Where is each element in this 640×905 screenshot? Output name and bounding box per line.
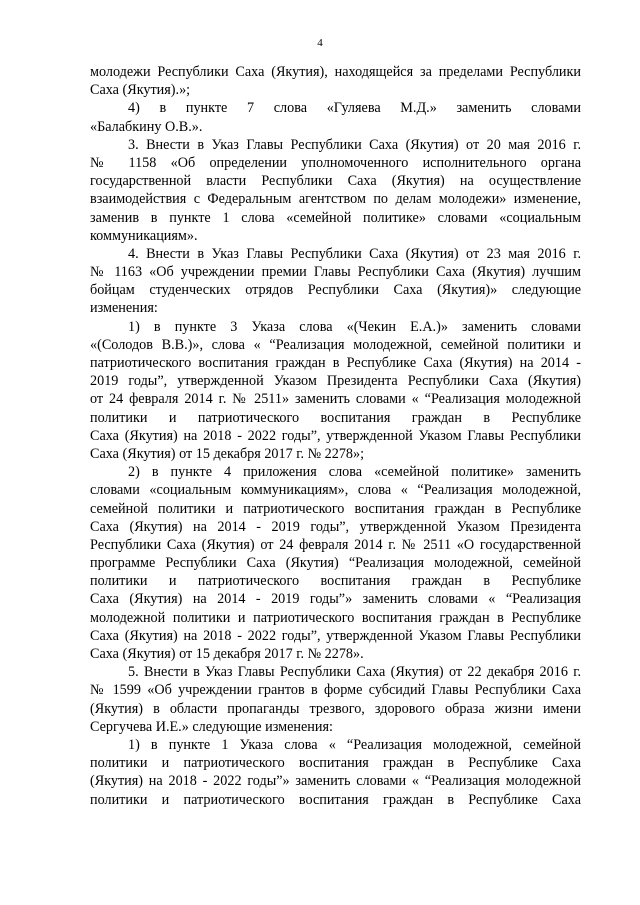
text-line: Саха (Якутия) на 2018 - 2022 годы”, утвержденной Указом Главы Республики: [90, 427, 581, 444]
text-line: № 1163 «Об учреждении премии Главы Республики Саха (Якутия) лучшим: [90, 264, 581, 281]
text-line: молодежи Республики Саха (Якутия), находящейся за пределами Республики: [90, 64, 581, 80]
text-line: 3. Внести в Указ Главы Республики Саха (Якутия) от 20 мая 2016 г.: [128, 136, 581, 153]
text-line: политики и патриотического воспитания граждан в Республике: [90, 409, 581, 426]
page-number: 4: [317, 37, 323, 49]
text-line: 4) в пункте 7 слова «Гуляева М.Д.» заменить словами: [128, 100, 581, 117]
text-line: Саха (Якутия) на 2014 - 2019 годы”» заменить словами « “Реализация: [90, 591, 581, 608]
text-line: Саха (Якутия) на 2014 - 2019 годы”, утвержденной Указом Президента: [90, 518, 581, 535]
text-line: заменив в пункте 1 слова «семейной политике» словами «социальным: [90, 209, 581, 226]
text-line: (Якутия) на 2018 - 2022 годы”» заменить словами « “Реализация молодежной: [90, 773, 581, 790]
text-line: от 24 февраля 2014 г. № 2511» заменить словами « “Реализация молодежной: [90, 391, 581, 408]
text-line: 2) в пункте 4 приложения слова «семейной политике» заменить: [128, 464, 581, 481]
text-line: патриотического воспитания граждан в Республике Саха (Якутия) на 2014 -: [90, 355, 581, 371]
text-line: коммуникациям».: [90, 227, 198, 244]
text-line: Саха (Якутия) на 2018 - 2022 годы”, утвержденной Указом Главы Республики: [90, 627, 581, 644]
text-line: государственной власти Республики Саха (Якутия) на осуществление: [90, 173, 581, 190]
text-line: 5. Внести в Указ Главы Республики Саха (Якутия) от 22 декабря 2016 г.: [128, 664, 581, 681]
text-line: № 1599 «Об учреждении грантов в форме субсидий Главы Республики Саха: [90, 682, 581, 699]
text-line: 2019 годы”, утвержденной Указом Президента Республики Саха (Якутия): [90, 373, 581, 390]
text-line: программе Республики Саха (Якутия) “Реализация молодежной, семейной: [90, 555, 581, 572]
text-line: политики и патриотического воспитания граждан в Республике Саха: [90, 755, 581, 772]
text-line: «Балабкину О.В.».: [90, 118, 203, 135]
text-line: Саха (Якутия) от 15 декабря 2017 г. № 2278»;: [90, 445, 365, 462]
text-line: словами «социальным коммуникациям», слова « “Реализация молодежной,: [90, 482, 581, 499]
text-line: 1) в пункте 3 Указа слова «(Чекин Е.А.)» заменить словами: [128, 318, 581, 335]
document-body: [90, 63, 581, 809]
text-line: № 1158 «Об определении уполномоченного исполнительного органа: [90, 154, 581, 171]
text-line: бойцам студенческих отрядов Республики Саха (Якутия)» следующие: [90, 282, 581, 299]
text-line: политики и патриотического воспитания граждан в Республике: [90, 573, 581, 590]
text-line: молодежной политики и патриотического воспитания граждан в Республике: [90, 609, 581, 626]
text-line: семейной политики и патриотического воспитания граждан в Республике: [90, 500, 581, 517]
text-line: политики и патриотического воспитания граждан в Республике Саха: [90, 791, 581, 808]
text-line: Республики Саха (Якутия) от 24 февраля 2014 г. № 2511 «О государственной: [90, 536, 581, 553]
text-line: Саха (Якутия) от 15 декабря 2017 г. № 2278».: [90, 646, 364, 662]
text-line: «(Солодов В.В.)», слова « “Реализация молодежной, семейной политики и: [90, 336, 581, 353]
text-line: 4. Внести в Указ Главы Республики Саха (Якутия) от 23 мая 2016 г.: [128, 245, 581, 262]
text-line: 1) в пункте 1 Указа слова « “Реализация молодежной, семейной: [128, 736, 581, 753]
text-line: Сергучева И.Е.» следующие изменения:: [90, 718, 333, 735]
text-line: (Якутия) в области пропаганды трезвого, здорового образа жизни имени: [90, 700, 581, 717]
text-line: взаимодействия с Федеральным агентством по делам молодежи» изменение,: [90, 191, 581, 208]
text-line: изменения:: [90, 300, 158, 317]
text-line: Саха (Якутия).»;: [90, 82, 191, 99]
